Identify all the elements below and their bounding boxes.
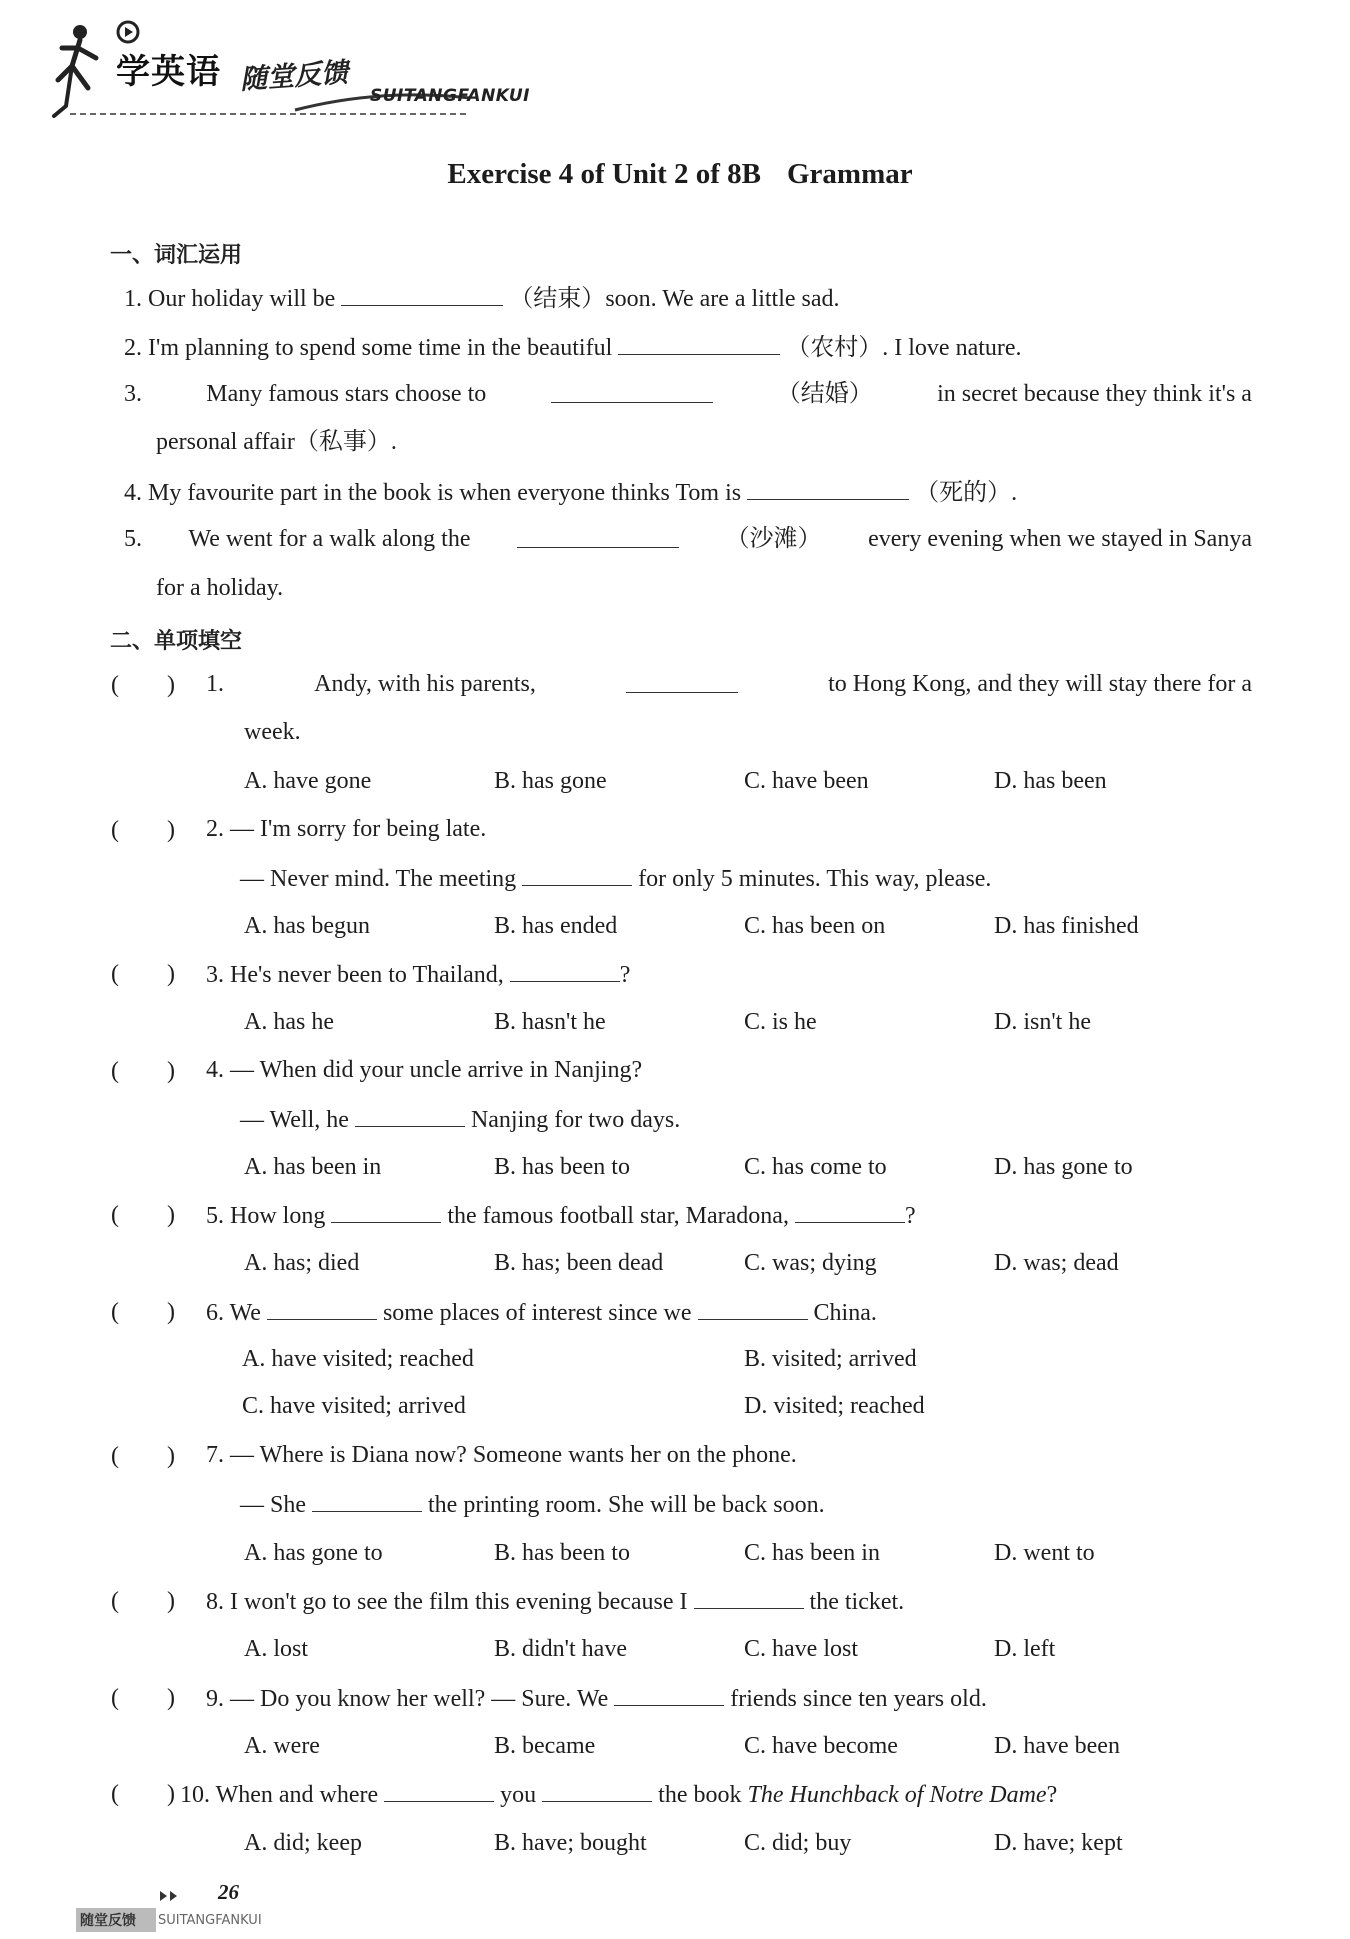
option-d[interactable]: D. have; kept [994,1830,1123,1856]
vocab-item-3: 3. Many famous stars choose to （结婚） in secret because they think it's a [124,381,1252,407]
option-c[interactable]: C. is he [744,1009,817,1035]
vocab-item-1: 1. Our holiday will be （结束）soon. We are a little sad. [124,286,840,312]
option-b[interactable]: B. has been to [494,1540,630,1566]
option-b[interactable]: B. has been to [494,1154,630,1180]
header-logo [50,18,550,128]
answer-blank[interactable] [694,1588,804,1609]
option-c[interactable]: C. has been on [744,913,886,939]
question-4-line2: — Well, he Nanjing for two days. [240,1107,681,1133]
answer-paren[interactable]: ( ) [111,817,175,843]
question-2: 2. — I'm sorry for being late. [206,816,487,842]
question-5: 5. How long the famous football star, Maradona, ? [206,1203,916,1229]
option-a[interactable]: A. have gone [244,768,372,794]
answer-paren[interactable]: ( ) [111,1443,175,1469]
answer-blank[interactable] [614,1685,724,1706]
option-b[interactable]: B. has gone [494,768,607,794]
logo-subtitle-en: SUITANGFANKUI [370,86,530,106]
footer-label-en: SUITANGFANKUI [158,1913,262,1928]
option-c[interactable]: C. was; dying [744,1250,877,1276]
question-6: 6. We some places of interest since we China. [206,1300,877,1326]
answer-blank[interactable] [698,1299,808,1320]
answer-blank[interactable] [355,1106,465,1127]
question-7: 7. — Where is Diana now? Someone wants her on the phone. [206,1442,797,1468]
option-b[interactable]: B. has ended [494,913,618,939]
answer-blank[interactable] [312,1491,422,1512]
option-c[interactable]: C. have lost [744,1636,858,1662]
question-3: 3. He's never been to Thailand, ? [206,962,631,988]
answer-paren[interactable]: ( ) [111,1202,175,1228]
answer-paren[interactable]: ( ) [111,1588,175,1614]
option-a[interactable]: A. has; died [244,1250,360,1276]
option-a[interactable]: A. has been in [244,1154,382,1180]
page-title [0,158,1350,191]
answer-blank[interactable] [618,334,780,355]
answer-blank[interactable] [542,1781,652,1802]
answer-paren[interactable]: ( ) [111,1781,175,1807]
option-c[interactable]: C. has been in [744,1540,880,1566]
answer-paren[interactable]: ( ) [111,1299,175,1325]
option-c[interactable]: C. did; buy [744,1830,852,1856]
answer-blank[interactable] [517,527,679,548]
option-c[interactable]: C. have been [744,768,869,794]
question-1-cont: week. [244,719,301,745]
option-a[interactable]: A. were [244,1733,320,1759]
answer-paren[interactable]: ( ) [111,961,175,987]
option-d[interactable]: D. has been [994,768,1107,794]
option-b[interactable]: B. became [494,1733,596,1759]
answer-blank[interactable] [551,382,713,403]
answer-blank[interactable] [267,1299,377,1320]
section1-heading: 一、词汇运用 [110,243,243,268]
option-d[interactable]: D. left [994,1636,1056,1662]
option-c[interactable]: C. have visited; arrived [242,1393,466,1419]
answer-blank[interactable] [795,1202,905,1223]
option-d[interactable]: D. has gone to [994,1154,1133,1180]
question-4: 4. — When did your uncle arrive in Nanjing? [206,1057,643,1083]
answer-blank[interactable] [384,1781,494,1802]
option-b[interactable]: B. didn't have [494,1636,627,1662]
option-a[interactable]: A. have visited; reached [242,1346,474,1372]
option-a[interactable]: A. has begun [244,913,370,939]
answer-paren[interactable]: ( ) [111,1685,175,1711]
title-main: Exercise 4 of Unit 2 of 8B [447,158,761,190]
option-b[interactable]: B. visited; arrived [744,1346,917,1372]
option-b[interactable]: B. has; been dead [494,1250,664,1276]
book-title: The Hunchback of Notre Dame [747,1782,1047,1808]
answer-blank[interactable] [331,1202,441,1223]
arrow-icon [158,1888,188,1904]
logo-title: 学英语 [116,52,221,92]
question-10: 10. When and where you the book The Hunchback of Notre Dame? [180,1782,1058,1808]
vocab-item-5: 5. We went for a walk along the （沙滩） every evening when we stayed in Sanya [124,526,1252,552]
option-a[interactable]: A. has he [244,1009,334,1035]
answer-blank[interactable] [747,479,909,500]
answer-paren[interactable]: ( ) [111,1058,175,1084]
answer-blank[interactable] [522,865,632,886]
title-topic: Grammar [786,158,913,190]
answer-paren[interactable]: ( ) [111,672,175,698]
option-d[interactable]: D. isn't he [994,1009,1091,1035]
logo-subtitle-cn: 随堂反馈 [239,57,350,96]
question-2-line2: — Never mind. The meeting for only 5 minutes. This way, please. [240,866,992,892]
option-a[interactable]: A. has gone to [244,1540,383,1566]
option-a[interactable]: A. lost [244,1636,309,1662]
question-9: 9. — Do you know her well? — Sure. We friends since ten years old. [206,1686,987,1712]
option-d[interactable]: D. have been [994,1733,1120,1759]
footer-label-cn: 随堂反馈 [80,1913,136,1929]
vocab-item-5-cont: for a holiday. [156,575,284,601]
section2-heading: 二、单项填空 [110,629,243,654]
vocab-item-3-cont: personal affair（私事）. [156,429,397,455]
question-8: 8. I won't go to see the film this evening because I the ticket. [206,1589,905,1615]
vocab-item-2: 2. I'm planning to spend some time in the beautiful （农村）. I love nature. [124,335,1022,361]
option-c[interactable]: C. have become [744,1733,898,1759]
question-1: 1. Andy, with his parents, to Hong Kong, and they will stay there for a [206,671,1252,697]
option-d[interactable]: D. visited; reached [744,1393,925,1419]
answer-blank[interactable] [510,961,620,982]
option-d[interactable]: D. went to [994,1540,1095,1566]
page-number: 26 [218,1880,239,1904]
answer-blank[interactable] [341,285,503,306]
option-d[interactable]: D. has finished [994,913,1139,939]
option-b[interactable]: B. have; bought [494,1830,647,1856]
question-7-line2: — She the printing room. She will be back soon. [240,1492,825,1518]
option-c[interactable]: C. has come to [744,1154,887,1180]
answer-blank[interactable] [626,672,738,693]
vocab-item-4: 4. My favourite part in the book is when everyone thinks Tom is （死的）. [124,480,1018,506]
option-b[interactable]: B. hasn't he [494,1009,606,1035]
option-d[interactable]: D. was; dead [994,1250,1119,1276]
option-a[interactable]: A. did; keep [244,1830,362,1856]
